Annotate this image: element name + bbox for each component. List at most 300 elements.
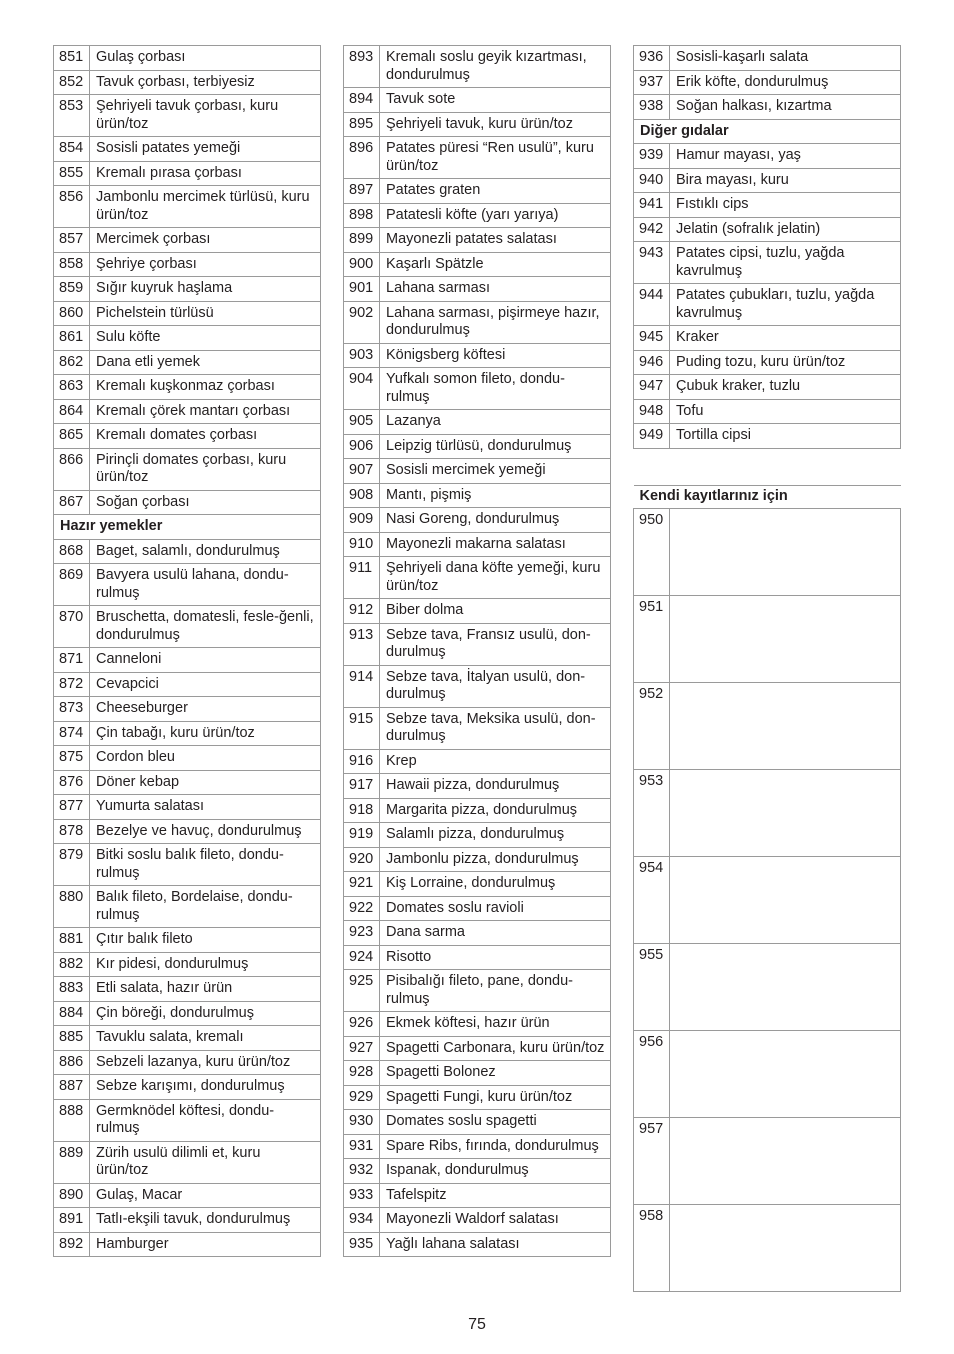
- entry-number: 890: [54, 1183, 90, 1208]
- entry-label: Şehriyeli tavuk, kuru ürün/toz: [380, 112, 611, 137]
- entry-label: Biber dolma: [380, 599, 611, 624]
- entry-number: 859: [54, 277, 90, 302]
- entry-label: Çin tabağı, kuru ürün/toz: [90, 721, 321, 746]
- food-entry-row: [344, 368, 611, 410]
- entry-label: Fıstıklı cips: [670, 193, 901, 218]
- entry-number: 861: [54, 326, 90, 351]
- entry-label: Tavuklu salata, kremalı: [90, 1026, 321, 1051]
- entry-label: Sebzeli lazanya, kuru ürün/toz: [90, 1050, 321, 1075]
- entry-number: 888: [54, 1099, 90, 1141]
- entry-label: Çin böreği, dondurulmuş: [90, 1001, 321, 1026]
- entry-label: Mayonezli patates salatası: [380, 228, 611, 253]
- entry-number: 955: [634, 944, 670, 1031]
- entry-label: Kremalı soslu geyik kızartması, dondurulmuş: [380, 46, 611, 88]
- entry-number: 897: [344, 179, 380, 204]
- entry-label: Kremalı domates çorbası: [90, 424, 321, 449]
- entry-label: Jambonlu pizza, dondurulmuş: [380, 847, 611, 872]
- food-entry-row: [344, 483, 611, 508]
- food-entry-row: [54, 819, 321, 844]
- entry-number: 918: [344, 798, 380, 823]
- entry-label: Cheeseburger: [90, 697, 321, 722]
- entry-label: Mercimek çorbası: [90, 228, 321, 253]
- food-entry-row: [344, 203, 611, 228]
- entry-label: Yumurta salatası: [90, 795, 321, 820]
- food-entry-row: [54, 672, 321, 697]
- entry-number: 853: [54, 95, 90, 137]
- food-entry-row: [54, 1099, 321, 1141]
- entry-number: 874: [54, 721, 90, 746]
- food-entry-row: [634, 326, 901, 351]
- entry-number: 852: [54, 70, 90, 95]
- entry-number: 945: [634, 326, 670, 351]
- blank-entry-cell: [670, 509, 901, 596]
- entry-label: Cevapcici: [90, 672, 321, 697]
- entry-number: 879: [54, 844, 90, 886]
- food-entry-row: [54, 277, 321, 302]
- entry-number: 851: [54, 46, 90, 71]
- entry-number: 894: [344, 88, 380, 113]
- entry-label: Soğan halkası, kızartma: [670, 95, 901, 120]
- food-entry-row: [634, 193, 901, 218]
- entry-label: Mayonezli makarna salatası: [380, 532, 611, 557]
- entry-number: 932: [344, 1159, 380, 1184]
- entry-label: Dana sarma: [380, 921, 611, 946]
- food-entry-row: [344, 301, 611, 343]
- blank-entry-cell: [670, 1031, 901, 1118]
- entry-number: 937: [634, 70, 670, 95]
- entry-number: 912: [344, 599, 380, 624]
- food-entry-row: [344, 1208, 611, 1233]
- blank-entry-cell: [670, 770, 901, 857]
- entry-number: 901: [344, 277, 380, 302]
- entry-label: Şehriye çorbası: [90, 252, 321, 277]
- food-list-column-3: [633, 45, 901, 1292]
- entry-label: Balık fileto, Bordelaise, dondu-rulmuş: [90, 886, 321, 928]
- entry-number: 909: [344, 508, 380, 533]
- entry-number: 958: [634, 1205, 670, 1292]
- food-entry-row: [54, 606, 321, 648]
- entry-number: 951: [634, 596, 670, 683]
- blank-entry-row: [634, 770, 901, 857]
- entry-number: 902: [344, 301, 380, 343]
- entry-label: Bira mayası, kuru: [670, 168, 901, 193]
- entry-number: 898: [344, 203, 380, 228]
- entry-label: Sebze tava, İtalyan usulü, don-durulmuş: [380, 665, 611, 707]
- food-entry-row: [54, 46, 321, 71]
- food-entry-row: [54, 1232, 321, 1257]
- entry-number: 854: [54, 137, 90, 162]
- entry-label: Königsberg köftesi: [380, 343, 611, 368]
- food-entry-row: [54, 252, 321, 277]
- entry-label: Sebze tava, Fransız usulü, don-durulmuş: [380, 623, 611, 665]
- blank-entry-cell: [670, 596, 901, 683]
- entry-label: Sebze karışımı, dondurulmuş: [90, 1075, 321, 1100]
- entry-label: Kır pidesi, dondurulmuş: [90, 952, 321, 977]
- entry-label: Puding tozu, kuru ürün/toz: [670, 350, 901, 375]
- entry-number: 921: [344, 872, 380, 897]
- entry-number: 873: [54, 697, 90, 722]
- food-entry-row: [54, 977, 321, 1002]
- food-entry-row: [344, 749, 611, 774]
- food-entry-row: [344, 179, 611, 204]
- entry-label: Patatesli köfte (yarı yarıya): [380, 203, 611, 228]
- entry-number: 927: [344, 1036, 380, 1061]
- food-entry-row: [54, 564, 321, 606]
- food-entry-row: [344, 798, 611, 823]
- entry-label: Patates püresi “Ren usulü”, kuru ürün/toz: [380, 137, 611, 179]
- blank-entry-cell: [670, 944, 901, 1031]
- entry-number: 886: [54, 1050, 90, 1075]
- entry-number: 919: [344, 823, 380, 848]
- entry-number: 884: [54, 1001, 90, 1026]
- food-entry-row: [54, 1141, 321, 1183]
- entry-label: Mayonezli Waldorf salatası: [380, 1208, 611, 1233]
- food-entry-row: [344, 1232, 611, 1257]
- entry-label: Patates graten: [380, 179, 611, 204]
- food-entry-row: [634, 350, 901, 375]
- entry-label: Patates cipsi, tuzlu, yağda kavrulmuş: [670, 242, 901, 284]
- entry-number: 875: [54, 746, 90, 771]
- entry-number: 913: [344, 623, 380, 665]
- entry-number: 867: [54, 490, 90, 515]
- food-entry-row: [344, 112, 611, 137]
- entry-number: 929: [344, 1085, 380, 1110]
- food-entry-row: [54, 424, 321, 449]
- entry-number: 858: [54, 252, 90, 277]
- entry-number: 914: [344, 665, 380, 707]
- food-entry-row: [344, 557, 611, 599]
- entry-label: Tavuk çorbası, terbiyesiz: [90, 70, 321, 95]
- entry-label: Lahana sarması, pişirmeye hazır, dondurulmuş: [380, 301, 611, 343]
- blank-entry-row: [634, 683, 901, 770]
- entry-label: Sulu köfte: [90, 326, 321, 351]
- food-entry-row: [344, 1061, 611, 1086]
- food-entry-row: [54, 326, 321, 351]
- entry-label: Sebze tava, Meksika usulü, don-durulmuş: [380, 707, 611, 749]
- blank-entry-row: [634, 1031, 901, 1118]
- entry-number: 950: [634, 509, 670, 596]
- entry-number: 924: [344, 945, 380, 970]
- entry-label: Kremalı kuşkonmaz çorbası: [90, 375, 321, 400]
- entry-label: Spagetti Carbonara, kuru ürün/toz: [380, 1036, 611, 1061]
- section-header: [634, 119, 901, 144]
- entry-number: 943: [634, 242, 670, 284]
- entry-number: 908: [344, 483, 380, 508]
- entry-label: Salamlı pizza, dondurulmuş: [380, 823, 611, 848]
- food-entry-row: [344, 665, 611, 707]
- food-entry-row: [54, 1050, 321, 1075]
- entry-label: Pirinçli domates çorbası, kuru ürün/toz: [90, 448, 321, 490]
- entry-number: 935: [344, 1232, 380, 1257]
- food-entry-row: [54, 886, 321, 928]
- food-entry-row: [344, 1183, 611, 1208]
- entry-number: 877: [54, 795, 90, 820]
- food-entry-row: [54, 301, 321, 326]
- blank-entry-cell: [670, 1118, 901, 1205]
- food-entry-row: [634, 70, 901, 95]
- food-entry-row: [634, 95, 901, 120]
- entry-number: 922: [344, 896, 380, 921]
- entry-label: Spagetti Fungi, kuru ürün/toz: [380, 1085, 611, 1110]
- entry-number: 870: [54, 606, 90, 648]
- section-header-label: Kendi kayıtlarınız için: [634, 485, 901, 509]
- entry-label: Gulaş, Macar: [90, 1183, 321, 1208]
- entry-number: 863: [54, 375, 90, 400]
- food-entry-row: [344, 599, 611, 624]
- section-header: [634, 485, 901, 509]
- entry-number: 872: [54, 672, 90, 697]
- food-entry-row: [54, 137, 321, 162]
- food-entry-row: [344, 88, 611, 113]
- entry-label: Soğan çorbası: [90, 490, 321, 515]
- entry-label: Tavuk sote: [380, 88, 611, 113]
- food-entry-row: [344, 228, 611, 253]
- entry-number: 949: [634, 424, 670, 449]
- entry-label: Çıtır balık fileto: [90, 928, 321, 953]
- blank-entry-row: [634, 1205, 901, 1292]
- entry-number: 864: [54, 399, 90, 424]
- entry-number: 892: [54, 1232, 90, 1257]
- food-entry-row: [344, 1159, 611, 1184]
- food-entry-row: [54, 844, 321, 886]
- food-entry-row: [344, 137, 611, 179]
- food-entry-row: [344, 1012, 611, 1037]
- food-entry-row: [54, 1001, 321, 1026]
- food-entry-row: [54, 399, 321, 424]
- food-entry-row: [54, 1208, 321, 1233]
- entry-number: 869: [54, 564, 90, 606]
- entry-label: Sosisli patates yemeği: [90, 137, 321, 162]
- entry-label: Lahana sarması: [380, 277, 611, 302]
- entry-number: 933: [344, 1183, 380, 1208]
- food-entry-row: [54, 1075, 321, 1100]
- entry-label: Krep: [380, 749, 611, 774]
- entry-number: 936: [634, 46, 670, 71]
- entry-label: Yağlı lahana salatası: [380, 1232, 611, 1257]
- food-entry-row: [344, 1085, 611, 1110]
- food-entry-row: [344, 410, 611, 435]
- food-entry-row: [634, 399, 901, 424]
- food-entry-row: [54, 1183, 321, 1208]
- blank-entry-row: [634, 1118, 901, 1205]
- food-entry-row: [344, 459, 611, 484]
- entry-number: 942: [634, 217, 670, 242]
- food-entry-row: [344, 1134, 611, 1159]
- food-entry-row: [54, 186, 321, 228]
- entry-label: Mantı, pişmiş: [380, 483, 611, 508]
- entry-number: 903: [344, 343, 380, 368]
- entry-label: Leipzig türlüsü, dondurulmuş: [380, 434, 611, 459]
- entry-label: Erik köfte, dondurulmuş: [670, 70, 901, 95]
- food-list-column-2: [343, 45, 611, 1257]
- entry-number: 952: [634, 683, 670, 770]
- entry-label: Baget, salamlı, dondurulmuş: [90, 539, 321, 564]
- entry-number: 940: [634, 168, 670, 193]
- entry-number: 882: [54, 952, 90, 977]
- entry-label: Çubuk kraker, tuzlu: [670, 375, 901, 400]
- food-entry-row: [344, 434, 611, 459]
- entry-number: 907: [344, 459, 380, 484]
- entry-number: 885: [54, 1026, 90, 1051]
- entry-number: 948: [634, 399, 670, 424]
- entry-number: 857: [54, 228, 90, 253]
- entry-number: 881: [54, 928, 90, 953]
- entry-label: Ispanak, dondurulmuş: [380, 1159, 611, 1184]
- entry-label: Döner kebap: [90, 770, 321, 795]
- entry-number: 878: [54, 819, 90, 844]
- food-entry-row: [54, 228, 321, 253]
- entry-label: Hamburger: [90, 1232, 321, 1257]
- entry-label: Nasi Goreng, dondurulmuş: [380, 508, 611, 533]
- entry-number: 880: [54, 886, 90, 928]
- section-header-label: Diğer gıdalar: [634, 119, 901, 144]
- food-entry-row: [634, 375, 901, 400]
- food-entry-row: [634, 242, 901, 284]
- food-entry-row: [344, 508, 611, 533]
- entry-label: Ekmek köftesi, hazır ürün: [380, 1012, 611, 1037]
- entry-number: 865: [54, 424, 90, 449]
- food-entry-row: [54, 721, 321, 746]
- entry-number: 938: [634, 95, 670, 120]
- entry-number: 956: [634, 1031, 670, 1118]
- entry-number: 862: [54, 350, 90, 375]
- entry-label: Şehriyeli tavuk çorbası, kuru ürün/toz: [90, 95, 321, 137]
- entry-label: Tofu: [670, 399, 901, 424]
- entry-label: Domates soslu ravioli: [380, 896, 611, 921]
- food-entry-row: [54, 1026, 321, 1051]
- entry-label: Jambonlu mercimek türlüsü, kuru ürün/toz: [90, 186, 321, 228]
- entry-label: Kremalı çörek mantarı çorbası: [90, 399, 321, 424]
- entry-label: Bruschetta, domatesli, fesle-ğenli, dondurulmuş: [90, 606, 321, 648]
- food-entry-row: [344, 343, 611, 368]
- entry-label: Tortilla cipsi: [670, 424, 901, 449]
- entry-label: Yufkalı somon fileto, dondu-rulmuş: [380, 368, 611, 410]
- entry-number: 930: [344, 1110, 380, 1135]
- entry-label: Spare Ribs, fırında, dondurulmuş: [380, 1134, 611, 1159]
- food-entry-row: [344, 872, 611, 897]
- entry-number: 926: [344, 1012, 380, 1037]
- entry-label: Sosisli mercimek yemeği: [380, 459, 611, 484]
- food-entry-row: [54, 697, 321, 722]
- food-list-column-1: [53, 45, 321, 1257]
- blank-entry-cell: [670, 857, 901, 944]
- food-entry-row: [634, 284, 901, 326]
- food-entry-row: [634, 217, 901, 242]
- entry-label: Kiş Lorraine, dondurulmuş: [380, 872, 611, 897]
- entry-label: Pisibalığı fileto, pane, dondu-rulmuş: [380, 970, 611, 1012]
- entry-number: 953: [634, 770, 670, 857]
- entry-number: 947: [634, 375, 670, 400]
- entry-label: Hawaii pizza, dondurulmuş: [380, 774, 611, 799]
- entry-number: 876: [54, 770, 90, 795]
- entry-number: 904: [344, 368, 380, 410]
- food-entry-row: [344, 532, 611, 557]
- entry-label: Domates soslu spagetti: [380, 1110, 611, 1135]
- entry-number: 893: [344, 46, 380, 88]
- entry-label: Pichelstein türlüsü: [90, 301, 321, 326]
- spacer-cell: [634, 448, 901, 485]
- entry-label: Bitki soslu balık fileto, dondu-rulmuş: [90, 844, 321, 886]
- entry-number: 917: [344, 774, 380, 799]
- food-entry-row: [54, 928, 321, 953]
- entry-number: 928: [344, 1061, 380, 1086]
- food-entry-row: [634, 46, 901, 71]
- food-entry-row: [54, 539, 321, 564]
- food-entry-row: [344, 970, 611, 1012]
- food-entry-row: [634, 168, 901, 193]
- entry-number: 957: [634, 1118, 670, 1205]
- food-entry-row: [54, 70, 321, 95]
- food-entry-row: [54, 350, 321, 375]
- entry-number: 905: [344, 410, 380, 435]
- entry-label: Hamur mayası, yaş: [670, 144, 901, 169]
- entry-number: 925: [344, 970, 380, 1012]
- entry-label: Patates çubukları, tuzlu, yağda kavrulmuş: [670, 284, 901, 326]
- blank-entry-cell: [670, 1205, 901, 1292]
- blank-entry-cell: [670, 683, 901, 770]
- entry-label: Şehriyeli dana köfte yemeği, kuru ürün/toz: [380, 557, 611, 599]
- entry-number: 856: [54, 186, 90, 228]
- food-entry-row: [344, 823, 611, 848]
- food-entry-row: [54, 648, 321, 673]
- entry-number: 887: [54, 1075, 90, 1100]
- entry-label: Kraker: [670, 326, 901, 351]
- entry-number: 899: [344, 228, 380, 253]
- food-entry-row: [344, 847, 611, 872]
- entry-number: 860: [54, 301, 90, 326]
- food-entry-row: [344, 945, 611, 970]
- entry-label: Dana etli yemek: [90, 350, 321, 375]
- food-entry-row: [344, 623, 611, 665]
- section-header: [54, 515, 321, 540]
- food-entry-row: [54, 746, 321, 771]
- entry-number: 866: [54, 448, 90, 490]
- entry-label: Kaşarlı Spätzle: [380, 252, 611, 277]
- page-number: 75: [468, 1316, 486, 1333]
- entry-label: Etli salata, hazır ürün: [90, 977, 321, 1002]
- entry-number: 954: [634, 857, 670, 944]
- entry-number: 916: [344, 749, 380, 774]
- food-entry-row: [344, 707, 611, 749]
- entry-label: Sosisli-kaşarlı salata: [670, 46, 901, 71]
- entry-number: 934: [344, 1208, 380, 1233]
- food-entry-row: [344, 1036, 611, 1061]
- entry-label: Tafelspitz: [380, 1183, 611, 1208]
- entry-number: 944: [634, 284, 670, 326]
- food-entry-row: [54, 770, 321, 795]
- food-entry-row: [344, 277, 611, 302]
- entry-label: Spagetti Bolonez: [380, 1061, 611, 1086]
- entry-label: Bavyera usulü lahana, dondu-rulmuş: [90, 564, 321, 606]
- entry-number: 871: [54, 648, 90, 673]
- entry-number: 868: [54, 539, 90, 564]
- entry-number: 855: [54, 161, 90, 186]
- food-entry-row: [344, 252, 611, 277]
- blank-entry-row: [634, 596, 901, 683]
- entry-label: Bezelye ve havuç, dondurulmuş: [90, 819, 321, 844]
- food-entry-row: [634, 144, 901, 169]
- entry-label: Jelatin (sofralık jelatin): [670, 217, 901, 242]
- entry-label: Lazanya: [380, 410, 611, 435]
- entry-label: Margarita pizza, dondurulmuş: [380, 798, 611, 823]
- entry-number: 939: [634, 144, 670, 169]
- entry-number: 910: [344, 532, 380, 557]
- food-entry-row: [344, 921, 611, 946]
- section-spacer: [634, 448, 901, 485]
- entry-number: 891: [54, 1208, 90, 1233]
- entry-number: 906: [344, 434, 380, 459]
- food-entry-row: [344, 896, 611, 921]
